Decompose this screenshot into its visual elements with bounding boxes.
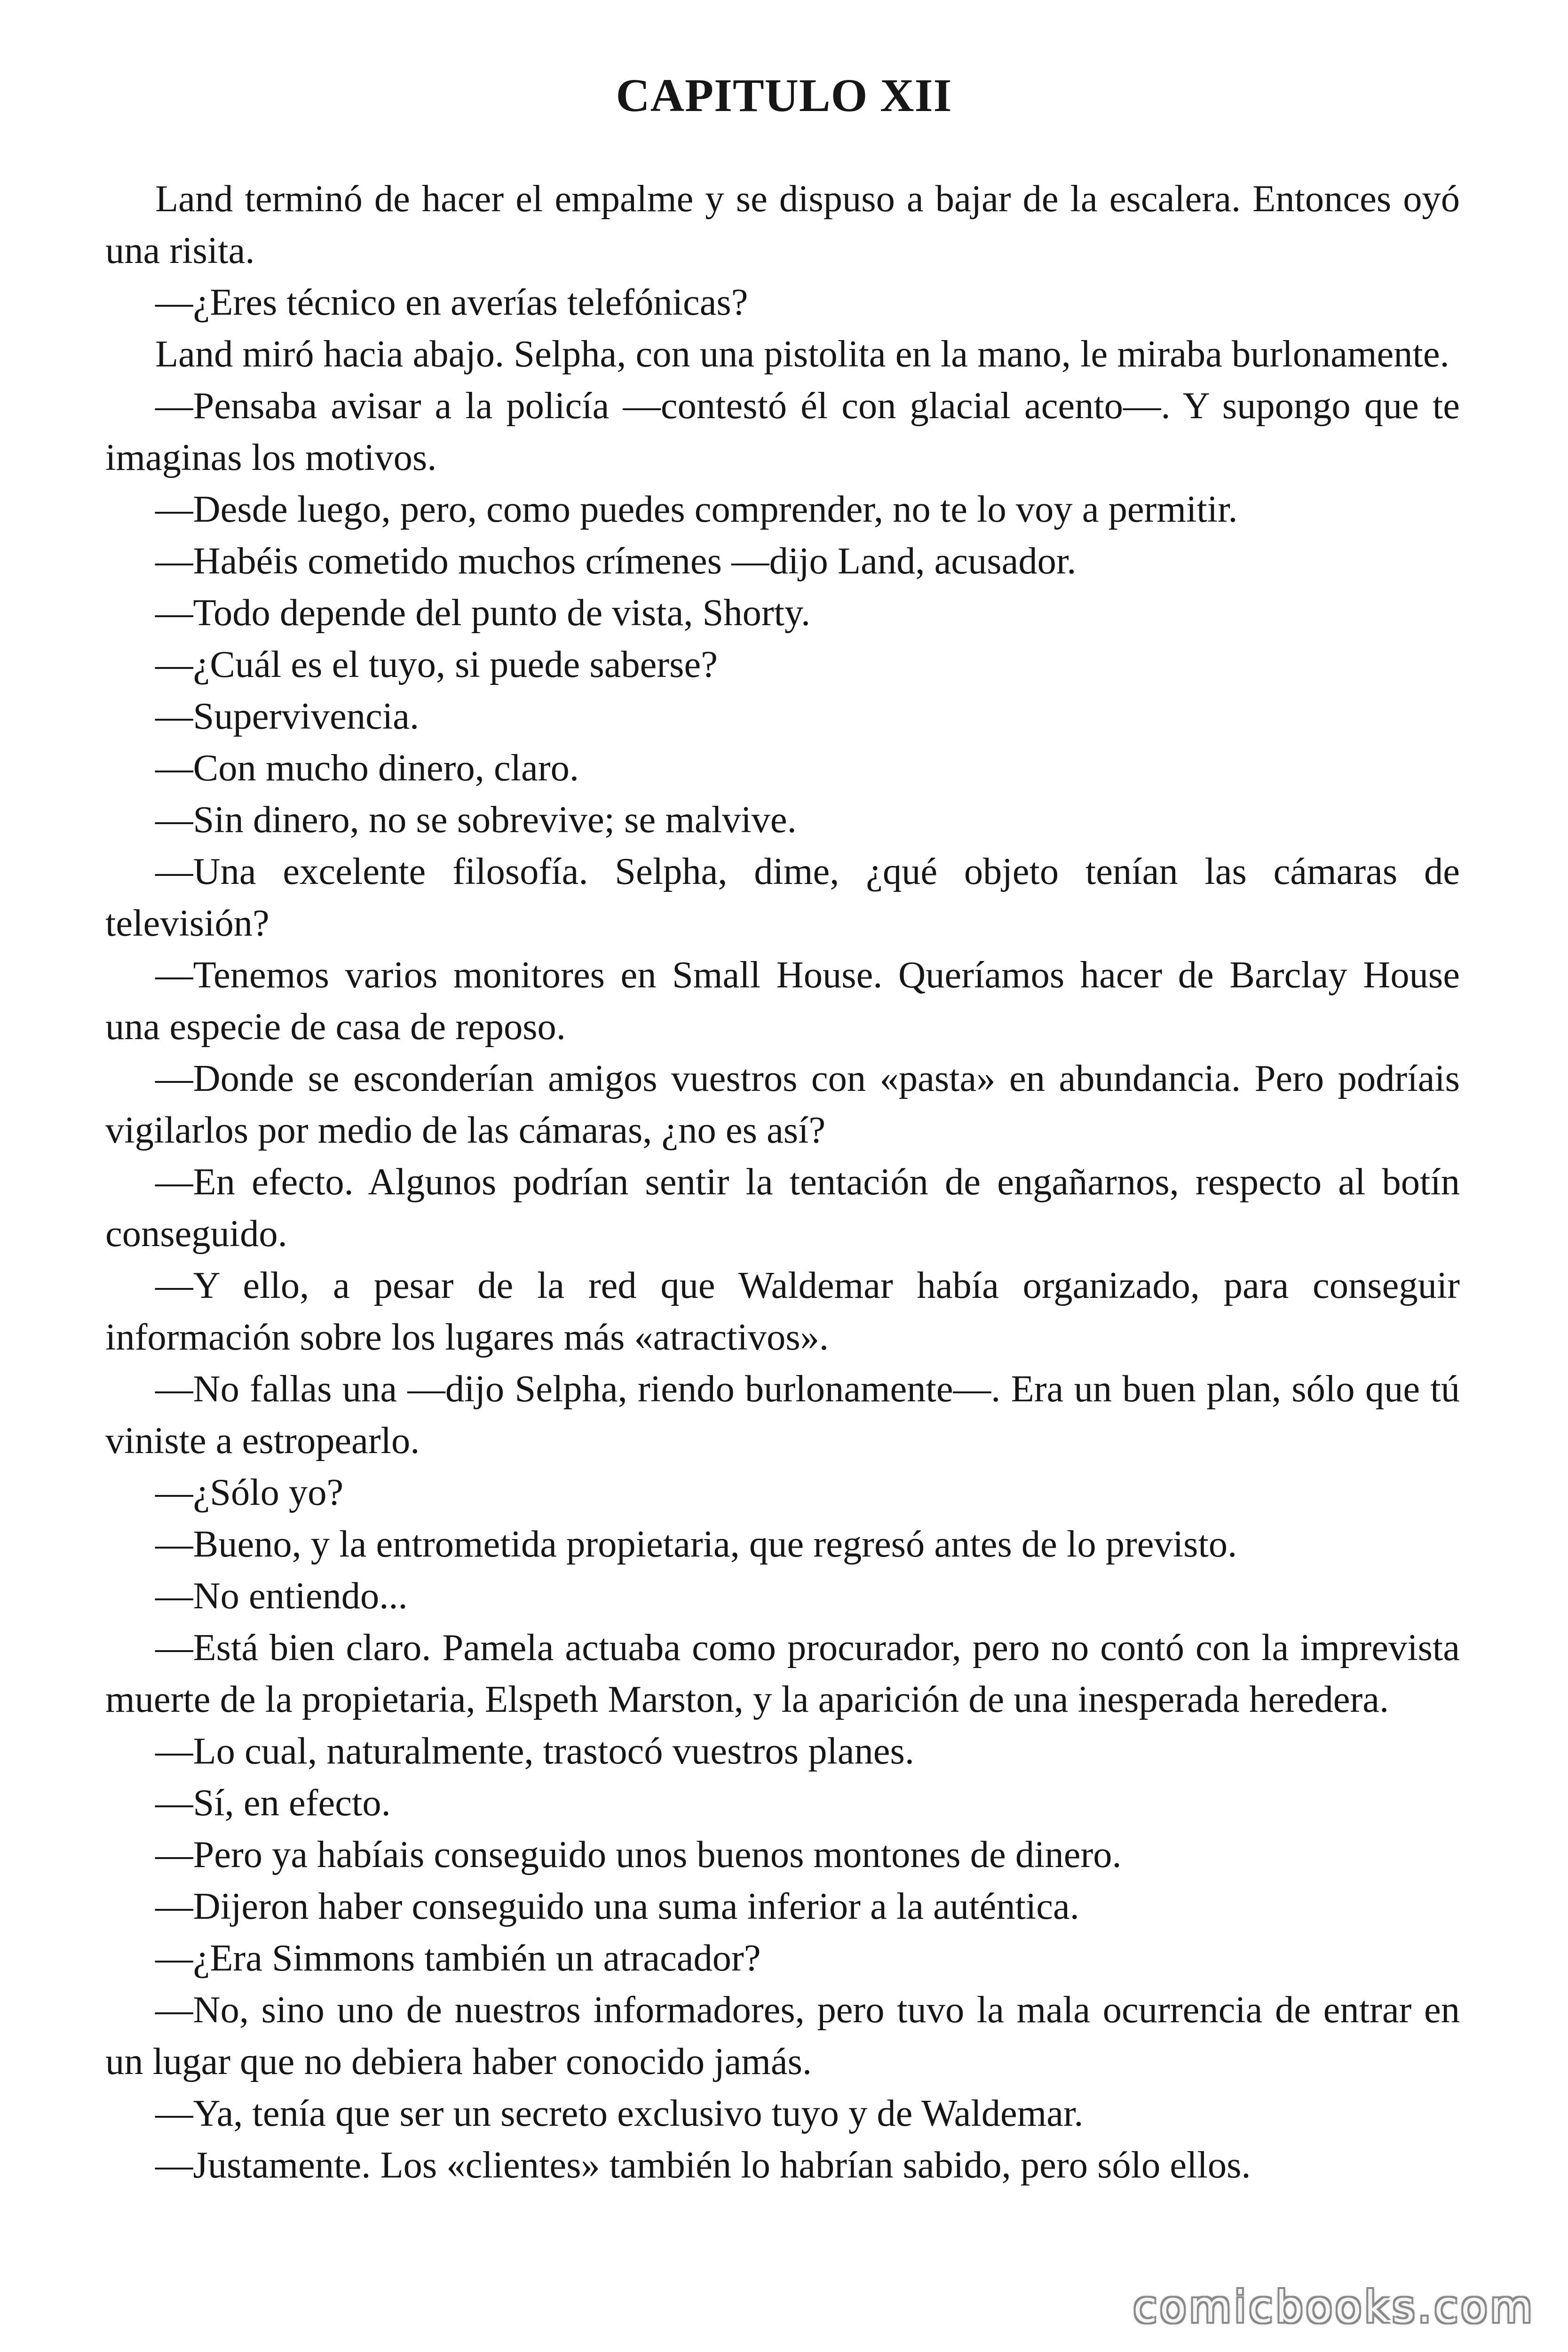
paragraph: —Habéis cometido muchos crímenes —dijo Land, acusador. bbox=[155, 540, 1077, 582]
paragraph: —Justamente. Los «clientes» también lo habrían sabido, pero sólo ellos. bbox=[155, 2144, 1251, 2186]
paragraph: —Con mucho dinero, claro. bbox=[155, 747, 579, 789]
paragraph: —En efecto. Algunos podrían sentir la tentación de engañarnos, respecto al botín conseguido. bbox=[105, 1161, 1460, 1255]
paragraph: —No entiendo... bbox=[155, 1575, 408, 1617]
paragraph: —Y ello, a pesar de la red que Waldemar había organizado, para conseguir información sobre los lugares más «atractivos». bbox=[105, 1264, 1460, 1358]
paragraph: —Ya, tenía que ser un secreto exclusivo tuyo y de Waldemar. bbox=[155, 2092, 1084, 2134]
paragraph: —¿Cuál es el tuyo, si puede saberse? bbox=[155, 644, 718, 685]
paragraph: —Donde se esconderían amigos vuestros con «pasta» en abundancia. Pero podríais vigilarlos por medio de las cámaras, ¿no es así? bbox=[105, 1057, 1460, 1151]
paragraph: —Lo cual, naturalmente, trastocó vuestros planes. bbox=[155, 1730, 914, 1772]
paragraph: —Desde luego, pero, como puedes comprender, no te lo voy a permitir. bbox=[155, 488, 1238, 530]
paragraph: Land miró hacia abajo. Selpha, con una pistolita en la mano, le miraba burlonamente. bbox=[155, 333, 1449, 375]
paragraph: —¿Sólo yo? bbox=[155, 1471, 344, 1513]
watermark-logo: comicbooks.com bbox=[1133, 2282, 1535, 2332]
paragraph: —¿Era Simmons también un atracador? bbox=[155, 1937, 761, 1979]
paragraph: —Supervivencia. bbox=[155, 695, 420, 737]
chapter-text bbox=[105, 173, 1460, 2191]
paragraph: —Una excelente filosofía. Selpha, dime, ¿qué objeto tenían las cámaras de televisión? bbox=[105, 850, 1460, 944]
paragraph: —Está bien claro. Pamela actuaba como procurador, pero no contó con la imprevista muerte de la propietaria, Elspeth Marston, y la aparición de una inesperada heredera. bbox=[105, 1627, 1460, 1720]
paragraph: —Sí, en efecto. bbox=[155, 1782, 391, 1824]
paragraph: —Todo depende del punto de vista, Shorty. bbox=[155, 592, 811, 634]
paragraph: —Pensaba avisar a la policía —contestó él con glacial acento—. Y supongo que te imaginas los motivos. bbox=[105, 385, 1460, 478]
paragraph: —No, sino uno de nuestros informadores, pero tuvo la mala ocurrencia de entrar en un lugar que no debiera haber conocido jamás. bbox=[105, 1989, 1460, 2082]
paragraph: —Pero ya habíais conseguido unos buenos montones de dinero. bbox=[155, 1834, 1122, 1875]
chapter-title: CAPITULO XII bbox=[616, 69, 952, 121]
paragraph: Land terminó de hacer el empalme y se dispuso a bajar de la escalera. Entonces oyó una risita. bbox=[105, 178, 1460, 271]
paragraph: —Dijeron haber conseguido una suma inferior a la auténtica. bbox=[155, 1885, 1079, 1927]
paragraph: —Tenemos varios monitores en Small House. Queríamos hacer de Barclay House una especie de casa de reposo. bbox=[105, 954, 1460, 1048]
paragraph: —No fallas una —dijo Selpha, riendo burlonamente—. Era un buen plan, sólo que tú viniste a estropearlo. bbox=[105, 1368, 1460, 1462]
paragraph: —Sin dinero, no se sobrevive; se malvive. bbox=[155, 799, 797, 841]
paragraph: —¿Eres técnico en averías telefónicas? bbox=[155, 281, 748, 323]
paragraph: —Bueno, y la entrometida propietaria, que regresó antes de lo previsto. bbox=[155, 1523, 1237, 1565]
